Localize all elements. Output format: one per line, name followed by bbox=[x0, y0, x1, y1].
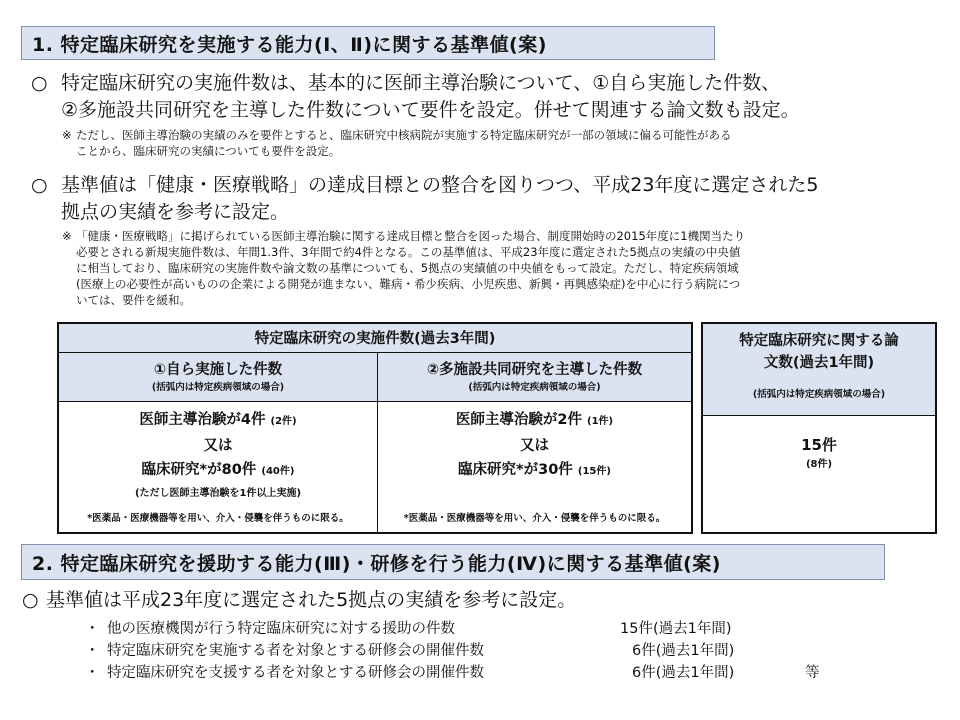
list-value: 6件(過去1年間) bbox=[632, 665, 735, 681]
col1-body1-paren: (2件) bbox=[270, 416, 297, 427]
bullet-1-line2: ②多施設共同研究を主導した件数について要件を設定。併せて関連する論文数も設定。 bbox=[61, 99, 800, 121]
col2-body1: 医師主導治験が2件 bbox=[455, 412, 582, 428]
table-b-value-paren: (8件) bbox=[805, 459, 833, 470]
table-implementation-count bbox=[57, 322, 693, 534]
col2-body3-paren: (15件) bbox=[577, 466, 611, 477]
table-b-header-line2: 文数(過去1年間) bbox=[763, 355, 875, 371]
bullet-circle-icon: ○ bbox=[22, 589, 39, 611]
note-line: 必要とされる新規実施件数は、年間1.3件、3年間で約4件となる。この基準値は、平成23年度に選定された5拠点の実績の中央値 bbox=[76, 245, 741, 259]
note-line: に相当しており、臨床研究の実施件数や論文数の基準についても、5拠点の実績値の中央値をもって設定。ただし、特定疾病領域 bbox=[76, 261, 739, 275]
col2-body3: 臨床研究*が30件 bbox=[458, 462, 573, 478]
note-line: ことから、臨床研究の実績についても要件を設定。 bbox=[76, 144, 341, 158]
bullet-2-line2: 拠点の実績を参考に設定。 bbox=[61, 201, 290, 223]
table-a-col2-body bbox=[378, 402, 691, 532]
col2-title: ②多施設共同研究を主導した件数 bbox=[426, 362, 643, 378]
table-a-header bbox=[59, 324, 691, 352]
col1-foot: *医薬品・医療機器等を用い、介入・侵襲を伴うものに限る。 bbox=[87, 513, 349, 524]
list-dot: ・ bbox=[85, 621, 100, 637]
table-b-header-line1: 特定臨床研究に関する論 bbox=[739, 333, 899, 349]
list-label: 特定臨床研究を実施する者を対象とする研修会の開催件数 bbox=[107, 643, 484, 659]
bullet-1-line1: 特定臨床研究の実施件数は、基本的に医師主導治験について、①自ら実施した件数、 bbox=[61, 72, 781, 94]
list-suffix: 等 bbox=[805, 665, 820, 681]
list-label: 特定臨床研究を支援する者を対象とする研修会の開催件数 bbox=[107, 665, 484, 681]
note-line: 「健康・医療戦略」に掲げられている医師主導治験に関する達成目標と整合を図った場合、制度開始時の2015年度に1機関当たり bbox=[76, 229, 746, 243]
note-mark: ※ bbox=[62, 128, 72, 142]
bullet-circle-icon: ○ bbox=[31, 174, 48, 196]
col1-body1: 医師主導治験が4件 bbox=[139, 412, 266, 428]
list-label: 他の医療機関が行う特定臨床研究に対する援助の件数 bbox=[107, 621, 455, 637]
col1-title: ①自ら実施した件数 bbox=[153, 362, 283, 378]
table-b-header bbox=[703, 324, 935, 415]
col1-body4: (ただし医師主導治験を1件以上実施) bbox=[134, 488, 302, 499]
table-paper-count bbox=[701, 322, 937, 534]
bullet-1-note bbox=[62, 127, 952, 159]
bullet-2-line1: 基準値は「健康・医療戦略」の達成目標との整合を図りつつ、平成23年度に選定された5 bbox=[61, 174, 819, 196]
table-b-sub: (括弧内は特定疾病領域の場合) bbox=[752, 389, 886, 400]
list-dot: ・ bbox=[85, 643, 100, 659]
list-value: 6件(過去1年間) bbox=[632, 643, 735, 659]
col2-foot: *医薬品・医療機器等を用い、介入・侵襲を伴うものに限る。 bbox=[403, 513, 666, 524]
table-b-value: 15件 bbox=[801, 436, 837, 454]
section2-title bbox=[21, 544, 885, 580]
bullet-circle-icon: ○ bbox=[31, 72, 48, 94]
section2-bullet-text: 基準値は平成23年度に選定された5拠点の実績を参考に設定。 bbox=[46, 589, 577, 611]
col1-body3-paren: (40件) bbox=[261, 466, 295, 477]
col2-body2: 又は bbox=[520, 438, 549, 454]
section1-title-text: 1. 特定臨床研究を実施する能力(Ⅰ、Ⅱ)に関する基準値(案) bbox=[32, 33, 547, 56]
col1-body3: 臨床研究*が80件 bbox=[141, 462, 257, 478]
section2-title-text: 2. 特定臨床研究を援助する能力(Ⅲ)・研修を行う能力(Ⅳ)に関する基準値(案) bbox=[32, 552, 721, 575]
col1-sub: (括弧内は特定疾病領域の場合) bbox=[151, 382, 285, 393]
table-a-header-text: 特定臨床研究の実施件数(過去3年間) bbox=[254, 331, 496, 347]
col1-body2: 又は bbox=[203, 438, 233, 454]
list-dot: ・ bbox=[85, 665, 100, 681]
table-a-col2-header bbox=[378, 353, 691, 401]
section1-title bbox=[21, 26, 715, 60]
note-line: (医療上の必要性が高いものの企業による開発が進まない、難病・希少疾病、小児疾患、新興・再興感染症)を中心に行う病院につ bbox=[76, 277, 741, 291]
table-a-col1-header bbox=[59, 353, 377, 401]
table-a-col1-body bbox=[59, 402, 377, 532]
table-b-body bbox=[703, 434, 935, 470]
list-value: 15件(過去1年間) bbox=[620, 621, 732, 637]
note-line: いては、要件を緩和。 bbox=[76, 293, 191, 307]
bullet-2-note bbox=[62, 228, 952, 308]
col2-body1-paren: (1件) bbox=[587, 416, 614, 427]
note-mark: ※ bbox=[62, 229, 72, 243]
col2-sub: (括弧内は特定疾病領域の場合) bbox=[468, 382, 601, 393]
note-line: ただし、医師主導治験の実績のみを要件とすると、臨床研究中核病院が実施する特定臨床研究が一部の領域に偏る可能性がある bbox=[76, 128, 732, 142]
